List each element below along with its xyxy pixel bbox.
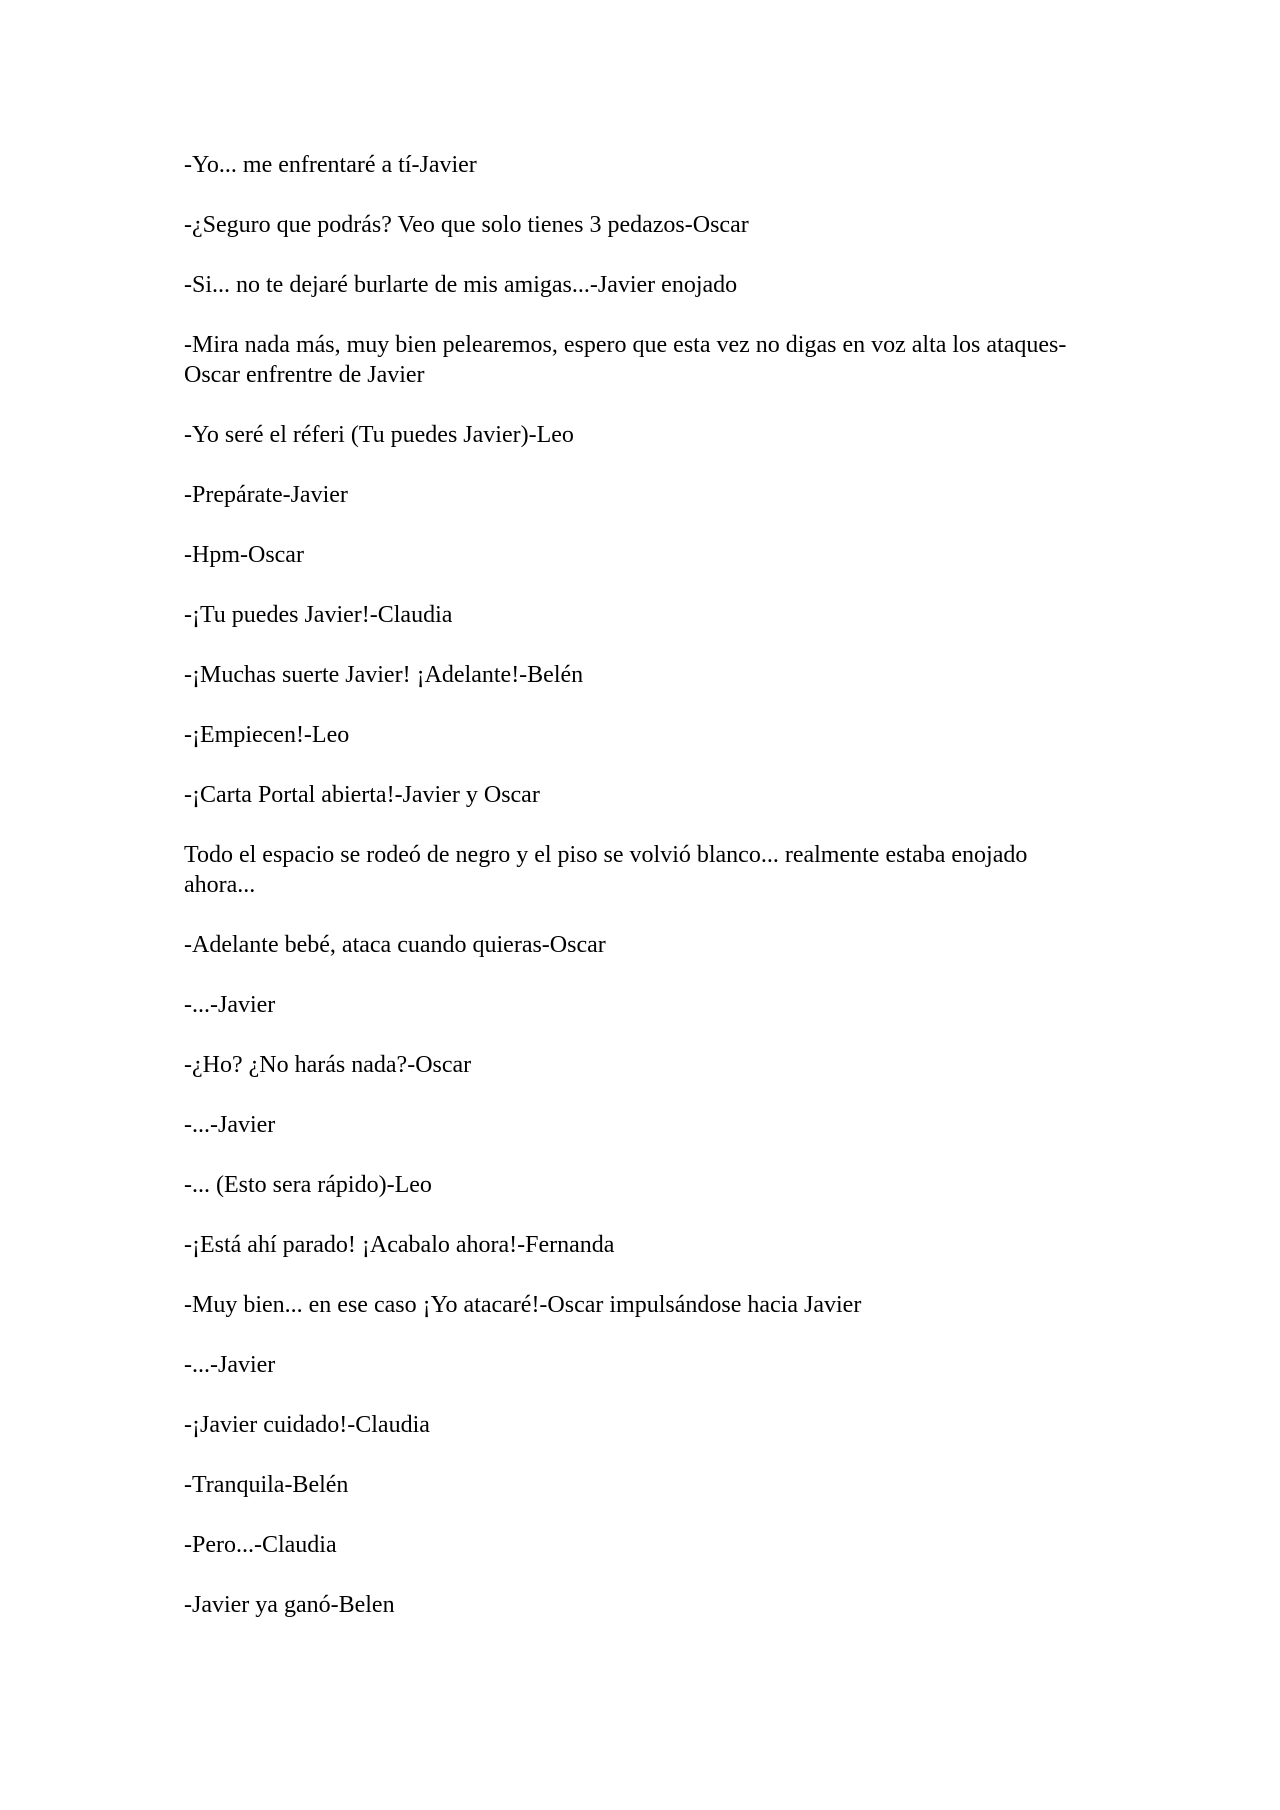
paragraph: -Muy bien... en ese caso ¡Yo atacaré!-Oscar impulsándose hacia Javier — [184, 1292, 862, 1318]
paragraph: -¡Tu puedes Javier!-Claudia — [184, 602, 453, 628]
paragraph: Todo el espacio se rodeó de negro y el piso se volvió blanco... realmente estaba enojado ahora... — [184, 842, 1028, 898]
paragraph: -...-Javier — [184, 1112, 276, 1138]
paragraph: -Yo... me enfrentaré a tí-Javier — [184, 152, 477, 178]
paragraph: -Si... no te dejaré burlarte de mis amigas...-Javier enojado — [184, 272, 738, 298]
paragraph: -Mira nada más, muy bien pelearemos, espero que esta vez no digas en voz alta los ataques-Oscar enfrentre de Javier — [184, 332, 1067, 388]
paragraph: -¡Muchas suerte Javier! ¡Adelante!-Belén — [184, 662, 584, 688]
paragraph: -Pero...-Claudia — [184, 1532, 337, 1558]
paragraph: -¡Empiecen!-Leo — [184, 722, 350, 748]
paragraph: -¡Javier cuidado!-Claudia — [184, 1412, 430, 1438]
document-body — [184, 150, 1104, 1650]
paragraph: -...-Javier — [184, 992, 276, 1018]
paragraph: -Tranquila-Belén — [184, 1472, 349, 1498]
paragraph: -...-Javier — [184, 1352, 276, 1378]
paragraph: -Adelante bebé, ataca cuando quieras-Oscar — [184, 932, 606, 958]
paragraph: -¡Carta Portal abierta!-Javier y Oscar — [184, 782, 540, 808]
paragraph: -... (Esto sera rápido)-Leo — [184, 1172, 432, 1198]
paragraph: -Javier ya ganó-Belen — [184, 1592, 395, 1618]
paragraph: -¿Ho? ¿No harás nada?-Oscar — [184, 1052, 472, 1078]
paragraph: -Yo seré el réferi (Tu puedes Javier)-Leo — [184, 422, 574, 448]
paragraph: -¿Seguro que podrás? Veo que solo tienes 3 pedazos-Oscar — [184, 212, 749, 238]
paragraph: -Prepárate-Javier — [184, 482, 348, 508]
paragraph: -¡Está ahí parado! ¡Acabalo ahora!-Fernanda — [184, 1232, 615, 1258]
paragraph: -Hpm-Oscar — [184, 542, 304, 568]
